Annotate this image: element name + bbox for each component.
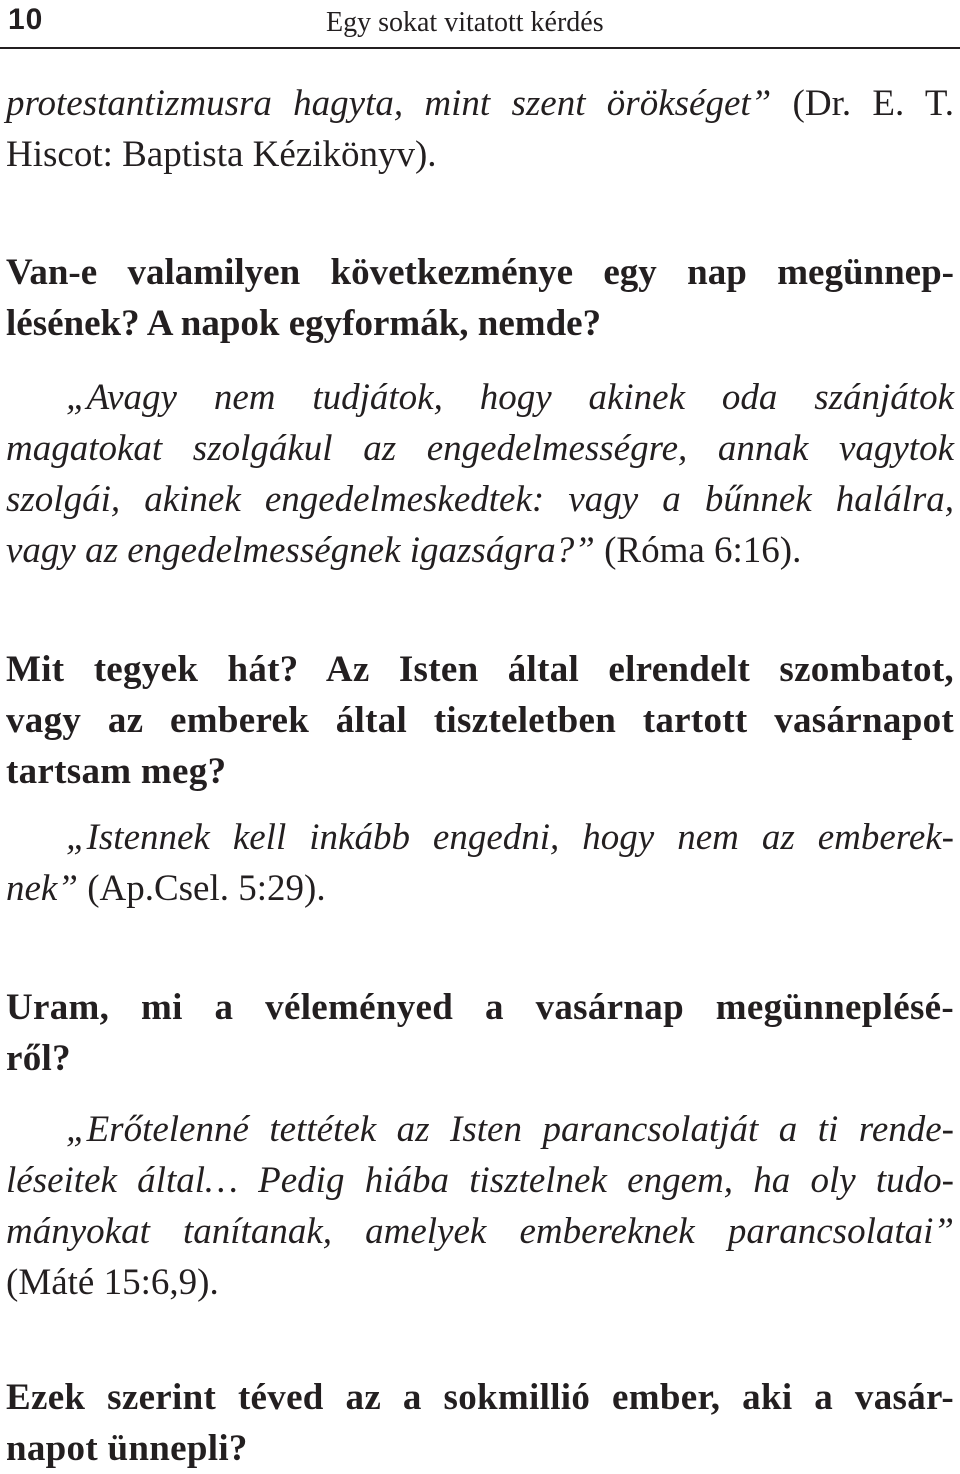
question-heading (6, 982, 954, 1084)
text-line: napot ünnepli? (6, 1428, 248, 1469)
text-line: szolgái, akinek engedelmeskedtek: vagy a bűnnek halálra, (6, 479, 954, 520)
quote-continuation-paragraph (6, 78, 954, 180)
text-line: „Erőtelenné tettétek az Isten parancsolatját a ti rende- (66, 1109, 954, 1150)
text-line: „Istennek kell inkább engedni, hogy nem az emberek- (66, 817, 954, 858)
text-line: protestantizmusra hagyta, mint szent örökséget” (Dr. E. T. (6, 83, 954, 124)
page-header (0, 0, 960, 48)
page-number: 10 (8, 3, 44, 36)
question-heading (6, 247, 954, 349)
text-line: ről? (6, 1038, 71, 1079)
citation-reference: (Ap.Csel. 5:29). (77, 868, 326, 909)
citation-reference: Hiscot: Baptista Kézikönyv). (6, 134, 437, 175)
text-line: magatokat szolgákul az engedelmességre, annak vagytok (6, 428, 954, 469)
header-rule (0, 47, 960, 49)
text-line: „Avagy nem tudjátok, hogy akinek oda szánjátok (66, 377, 954, 418)
citation-reference: (Róma 6:16). (594, 530, 802, 571)
text-line: vagy az emberek által tiszteletben tartott vasárnapot (6, 700, 954, 741)
question-heading (6, 1372, 954, 1474)
text-line: Uram, mi a véleményed a vasárnap megünneplésé- (6, 987, 954, 1028)
bible-quote-paragraph (6, 812, 954, 914)
running-head: Egy sokat vitatott kérdés (326, 7, 604, 38)
text-line: tartsam meg? (6, 751, 227, 792)
text-line: mányokat tanítanak, amelyek embereknek parancsolatai” (6, 1211, 954, 1252)
text-line: vagy az engedelmességnek igazságra?” (Róma 6:16). (6, 530, 802, 571)
text-line: Van-e valamilyen következménye egy nap megünnep- (6, 252, 954, 293)
text-line: nek” (Ap.Csel. 5:29). (6, 868, 326, 909)
question-heading (6, 644, 954, 797)
text-line: léseitek által… Pedig hiába tisztelnek engem, ha oly tudo- (6, 1160, 954, 1201)
citation-reference: (Máté 15:6,9). (6, 1262, 219, 1303)
text-line: lésének? A napok egyformák, nemde? (6, 303, 602, 344)
text-line: Mit tegyek hát? Az Isten által elrendelt szombatot, (6, 649, 954, 690)
text-line: Ezek szerint téved az a sokmillió ember, aki a vasár- (6, 1377, 954, 1418)
bible-quote-paragraph (6, 1104, 954, 1308)
bible-quote-paragraph (6, 372, 954, 576)
